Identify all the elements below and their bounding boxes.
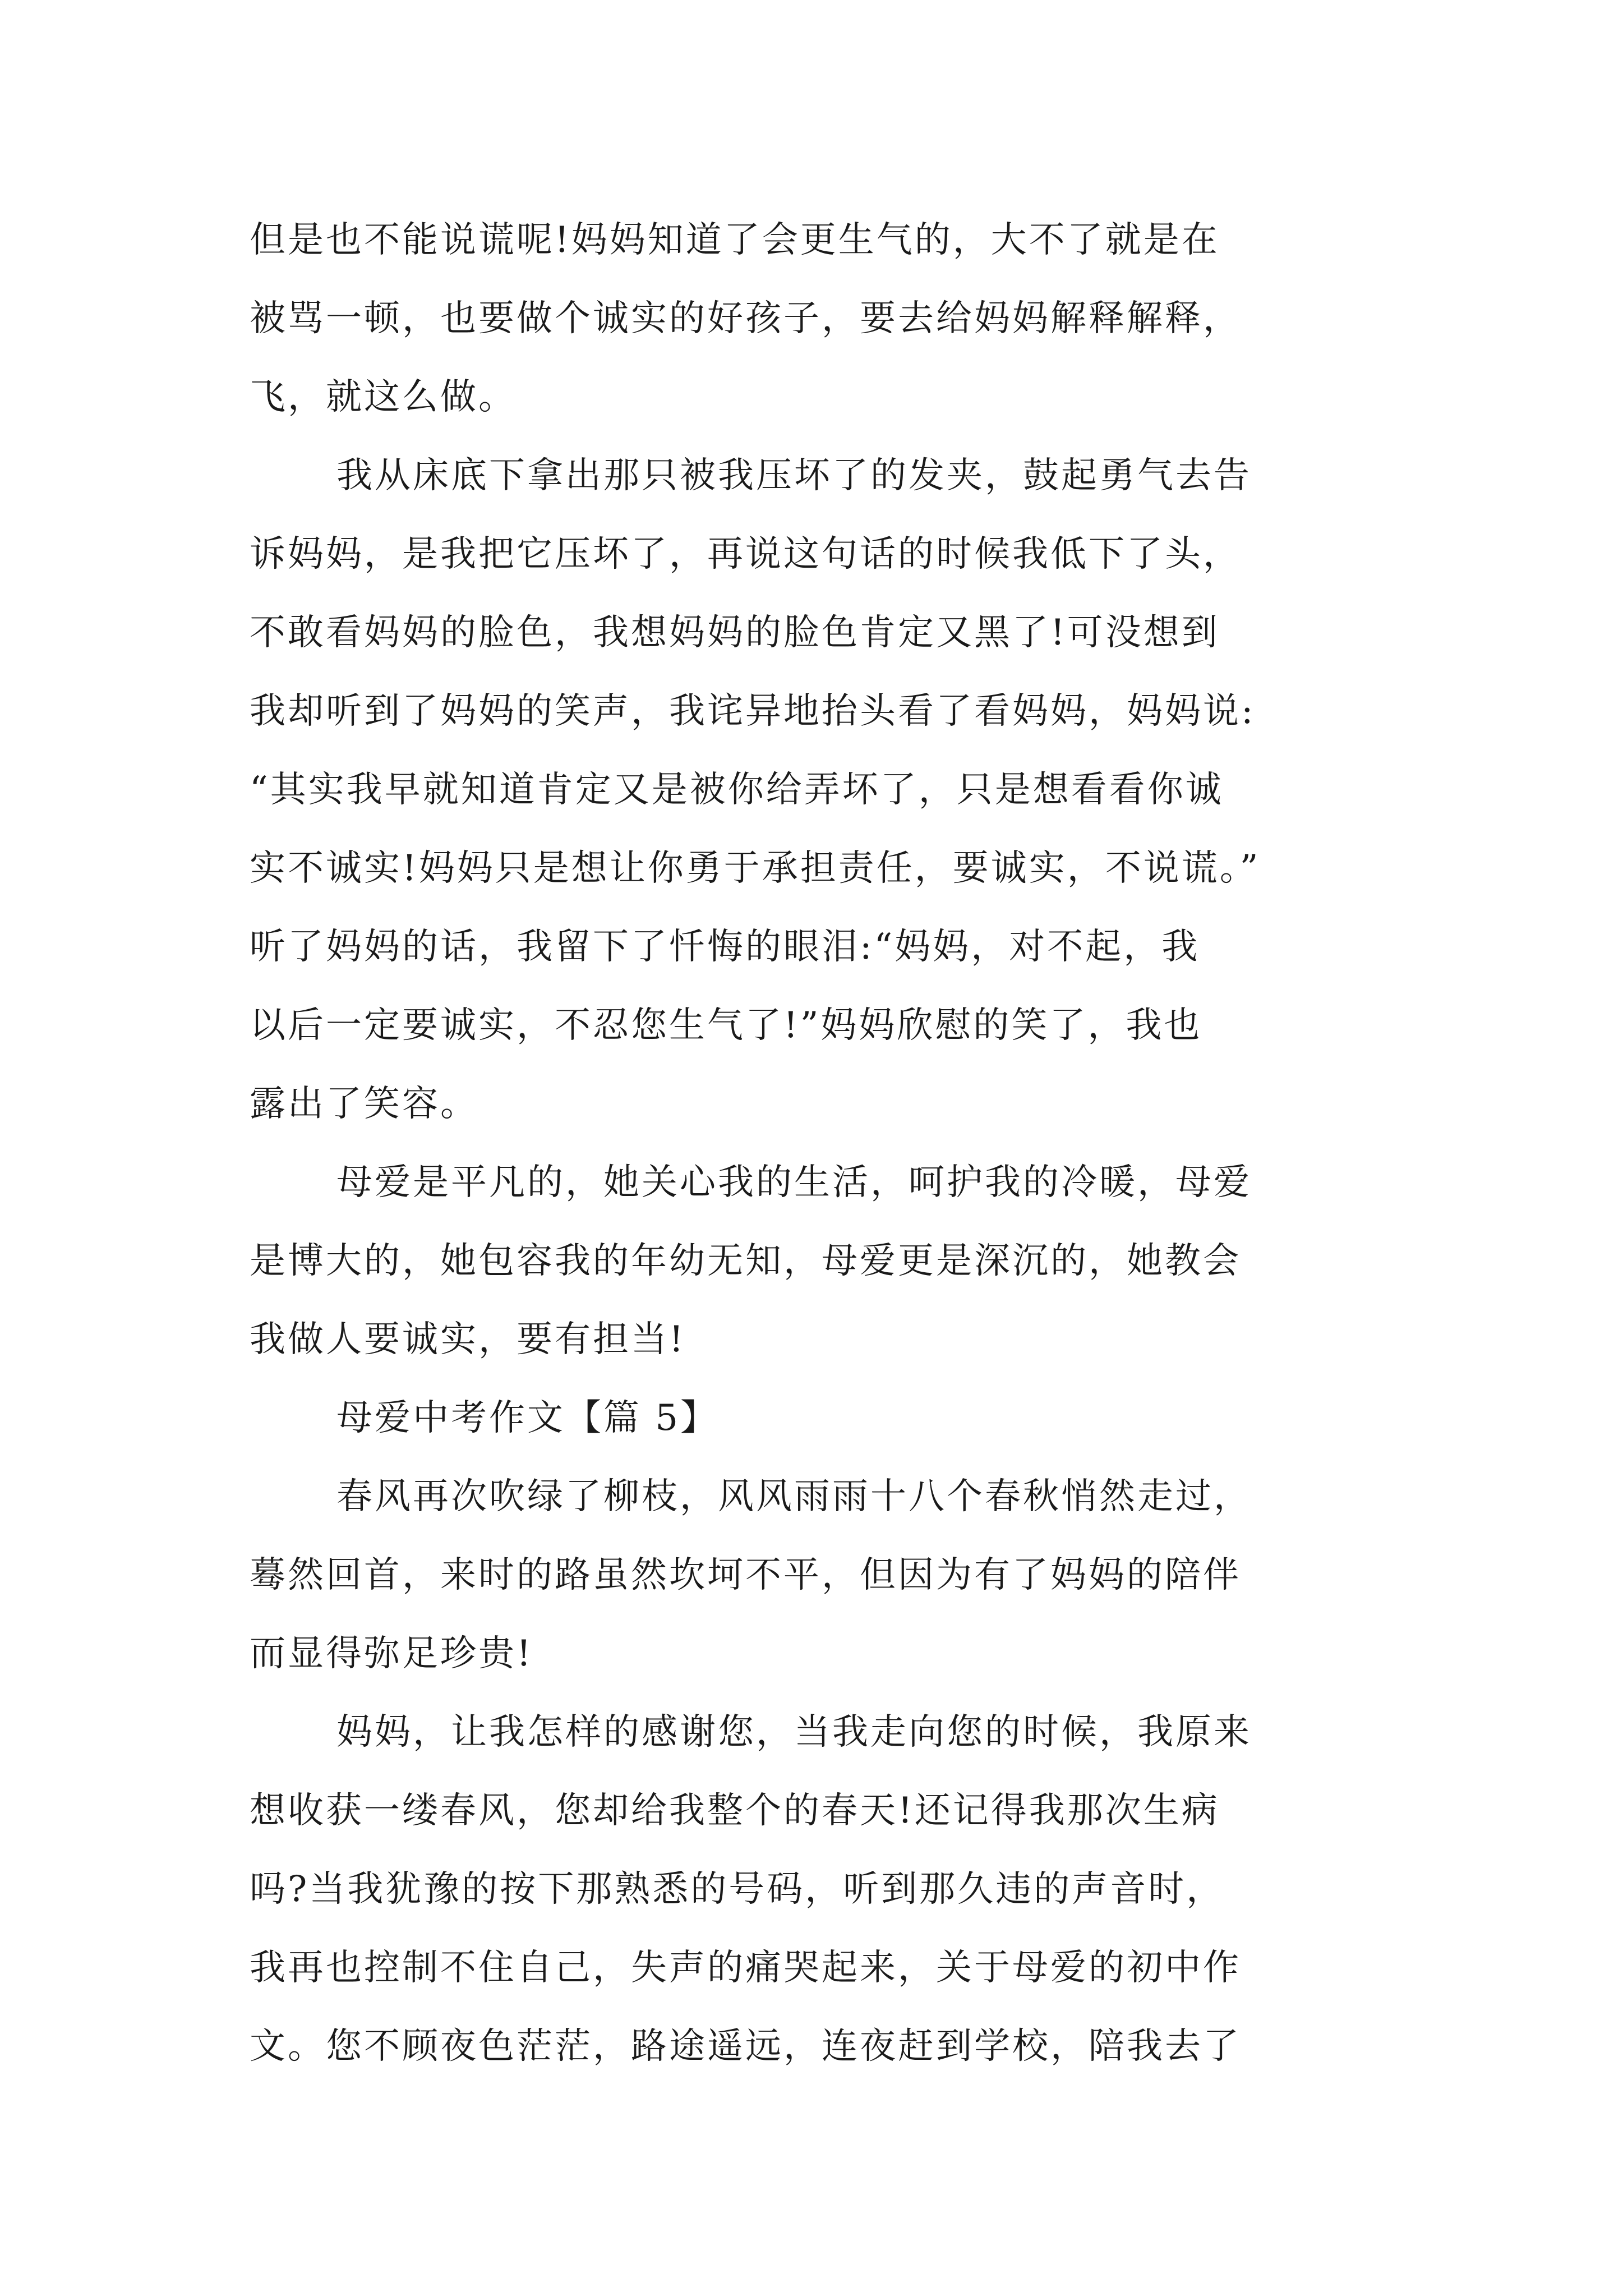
paragraph-first-line: 我从床底下拿出那只被我压坏了的发夹，鼓起勇气去告 <box>336 455 1252 496</box>
text-line: 蓦然回首，来时的路虽然坎坷不平，但因为有了妈妈的陪伴 <box>250 1554 1241 1596</box>
paragraph-first-line: 妈妈，让我怎样的感谢您，当我走向您的时候，我原来 <box>336 1711 1252 1753</box>
text-line: 实不诚实!妈妈只是想让你勇于承担责任，要诚实，不说谎。” <box>250 848 1261 889</box>
text-line: 飞，就这么做。 <box>250 376 517 418</box>
text-line: 但是也不能说谎呢!妈妈知道了会更生气的，大不了就是在 <box>250 219 1220 261</box>
text-line: 我再也控制不住自己，失声的痛哭起来，关于母爱的初中作 <box>250 1947 1241 1989</box>
text-line: “其实我早就知道肯定又是被你给弄坏了，只是想看看你诚 <box>250 769 1224 811</box>
text-line: 以后一定要诚实，不忍您生气了!”妈妈欣慰的笑了，我也 <box>250 1005 1202 1046</box>
text-line: 想收获一缕春风，您却给我整个的春天!还记得我那次生病 <box>250 1790 1220 1832</box>
text-line: 我做人要诚实，要有担当! <box>250 1319 686 1360</box>
text-line: 听了妈妈的话，我留下了忏悔的眼泪:“妈妈，对不起，我 <box>250 926 1200 968</box>
text-line: 而显得弥足珍贵! <box>250 1633 533 1674</box>
text-line: 是博大的，她包容我的年幼无知，母爱更是深沉的，她教会 <box>250 1240 1241 1282</box>
text-line: 诉妈妈，是我把它压坏了，再说这句话的时候我低下了头， <box>250 533 1241 575</box>
paragraph-first-line: 母爱是平凡的，她关心我的生活，呵护我的冷暖，母爱 <box>336 1162 1252 1203</box>
text-line: 露出了笑容。 <box>250 1083 478 1125</box>
paragraph-first-line: 春风再次吹绿了柳枝，风风雨雨十八个春秋悄然走过， <box>336 1476 1252 1517</box>
text-line: 被骂一顿，也要做个诚实的好孩子，要去给妈妈解释解释， <box>250 298 1241 339</box>
text-line: 我却听到了妈妈的笑声，我诧异地抬头看了看妈妈，妈妈说: <box>250 691 1256 732</box>
text-line: 吗?当我犹豫的按下那熟悉的号码，听到那久违的声音时， <box>250 1869 1225 1910</box>
section-heading: 母爱中考作文【篇 5】 <box>336 1397 719 1439</box>
text-line: 不敢看妈妈的脸色，我想妈妈的脸色肯定又黑了!可没想到 <box>250 612 1220 654</box>
text-line: 文。您不顾夜色茫茫，路途遥远，连夜赶到学校，陪我去了 <box>250 2026 1241 2067</box>
